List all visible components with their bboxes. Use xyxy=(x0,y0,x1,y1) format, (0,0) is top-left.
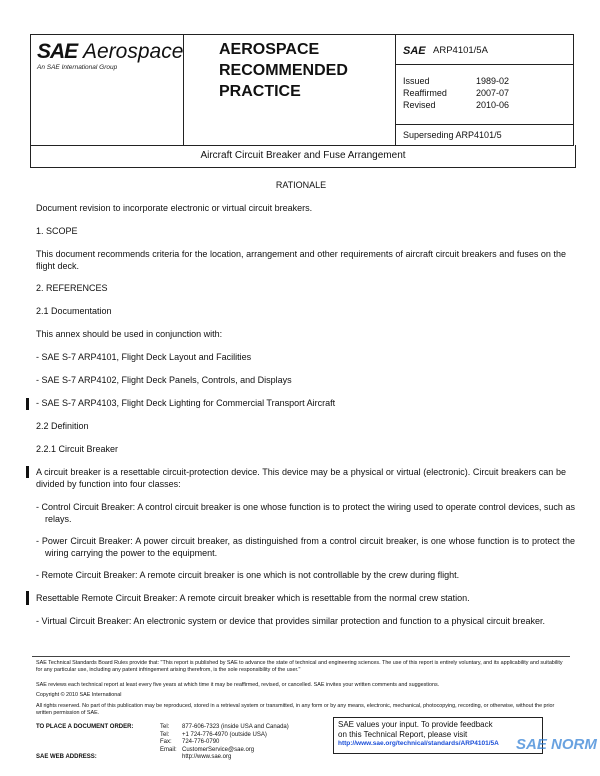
web-address-row: SAE WEB ADDRESS: http://www.sae.org xyxy=(36,754,232,761)
doc-prefix-logo: SAE xyxy=(403,45,426,57)
date-row: Reaffirmed 2007-07 xyxy=(403,88,509,98)
header-divider xyxy=(395,35,396,145)
header-divider xyxy=(395,64,573,65)
revision-change-bar xyxy=(26,466,29,478)
reference-item: - SAE S-7 ARP4102, Flight Deck Panels, Controls, and Displays xyxy=(36,375,292,385)
rights-notice: All rights reserved. No part of this publication may be reproduced, stored in a retrieval system or transmitted, in any form or by any means, electronic, mechanical, photocopying, recording, or otherwise, without the prior written permission of SAE. xyxy=(36,703,555,716)
sae-logo: SAE xyxy=(37,40,78,63)
definition-heading: 2.2 Definition xyxy=(36,421,89,431)
order-contact-block xyxy=(36,724,289,762)
date-row: Issued 1989-02 xyxy=(403,76,509,86)
revision-change-bar xyxy=(26,398,29,410)
reference-item: - SAE S-7 ARP4101, Flight Deck Layout and Facilities xyxy=(36,352,252,362)
footer-divider xyxy=(32,656,570,657)
contact-row: Tel: +1 724-776-4970 (outside USA) xyxy=(160,731,267,738)
resettable-remote-definition: Resettable Remote Circuit Breaker: A remote circuit breaker which is resettable from the normal crew station. xyxy=(36,593,470,603)
header-box xyxy=(30,34,574,146)
virtual-cb-definition: - Virtual Circuit Breaker: An electronic system or device that provides similar protection and function to a physical circuit breaker. xyxy=(36,616,546,626)
document-subject: Aircraft Circuit Breaker and Fuse Arrangement xyxy=(200,150,406,161)
rules-notice: SAE Technical Standards Board Rules provide that: "This report is published by SAE to advance the state of technical and engineering sciences. The use of this report is entirely voluntary, and its applicability and suitability for any particular use, including any patent infringement arising therefrom, is the sole responsibility of the user." xyxy=(36,660,563,673)
document-type-title: AEROSPACE RECOMMENDED PRACTICE xyxy=(219,41,348,100)
scope-heading: 1. SCOPE xyxy=(36,226,78,236)
subject-bar xyxy=(30,145,576,168)
rationale-heading: RATIONALE xyxy=(275,180,327,190)
sae-norm-watermark: SAE NORM xyxy=(516,736,597,753)
feedback-link[interactable]: http://www.sae.org/technical/standards/ARP4101/5A xyxy=(338,740,499,747)
copyright-notice: Copyright © 2010 SAE International xyxy=(36,692,122,698)
contact-row: Fax: 724-776-0790 xyxy=(160,739,220,746)
date-block xyxy=(403,75,509,111)
references-heading: 2. REFERENCES xyxy=(36,283,108,293)
revision-change-bar xyxy=(26,591,29,605)
class-item: - Power Circuit Breaker: A power circuit breaker, as distinguished from a control circuit breaker, is one whose function is to protect the wiring carrying the power to the equipment. xyxy=(36,536,575,558)
superseding-note: Superseding ARP4101/5 xyxy=(403,130,502,140)
contact-row: Email: CustomerService@sae.org xyxy=(160,746,255,753)
date-row: Revised 2010-06 xyxy=(403,100,509,110)
reference-item: - SAE S-7 ARP4103, Flight Deck Lighting for Commercial Transport Aircraft xyxy=(36,398,336,408)
feedback-box: SAE values your input. To provide feedback on this Technical Report, please visit http://www.sae.org/technical/standards/ARP4101/5A xyxy=(333,717,543,754)
circuit-breaker-heading: 2.2.1 Circuit Breaker xyxy=(36,444,119,454)
cb-definition: A circuit breaker is a resettable circuit-protection device. This device may be a physical or virtual (electronic). Circuit breakers can be divided by function into four classes: xyxy=(36,467,566,489)
class-item: - Control Circuit Breaker: A control circuit breaker is one whose function is to protect the wiring used to operate control devices, such as relays. xyxy=(36,502,575,524)
aerospace-logo: Aerospace xyxy=(83,40,184,63)
annex-text: This annex should be used in conjunction with: xyxy=(36,329,223,339)
scope-text: This document recommends criteria for the location, arrangement and other requirements of aircraft circuit breakers and fuses on the flight deck. xyxy=(36,249,566,271)
documentation-heading: 2.1 Documentation xyxy=(36,306,112,316)
web-address-link[interactable]: http://www.sae.org xyxy=(182,754,232,761)
logo-subtitle: An SAE International Group xyxy=(37,64,118,71)
review-notice: SAE reviews each technical report at least every five years at which time it may be reaffirmed, revised, or cancelled. SAE invites your written comments and suggestions. xyxy=(36,682,440,688)
contact-row: TO PLACE A DOCUMENT ORDER: Tel: 877-606-7323 (inside USA and Canada) xyxy=(36,724,289,730)
class-item: - Remote Circuit Breaker: A remote circuit breaker is one which is not controllable by the crew during flight. xyxy=(36,570,460,580)
rationale-text: Document revision to incorporate electronic or virtual circuit breakers. xyxy=(36,203,313,213)
doc-number: ARP4101/5A xyxy=(433,45,488,56)
header-divider xyxy=(395,124,573,125)
